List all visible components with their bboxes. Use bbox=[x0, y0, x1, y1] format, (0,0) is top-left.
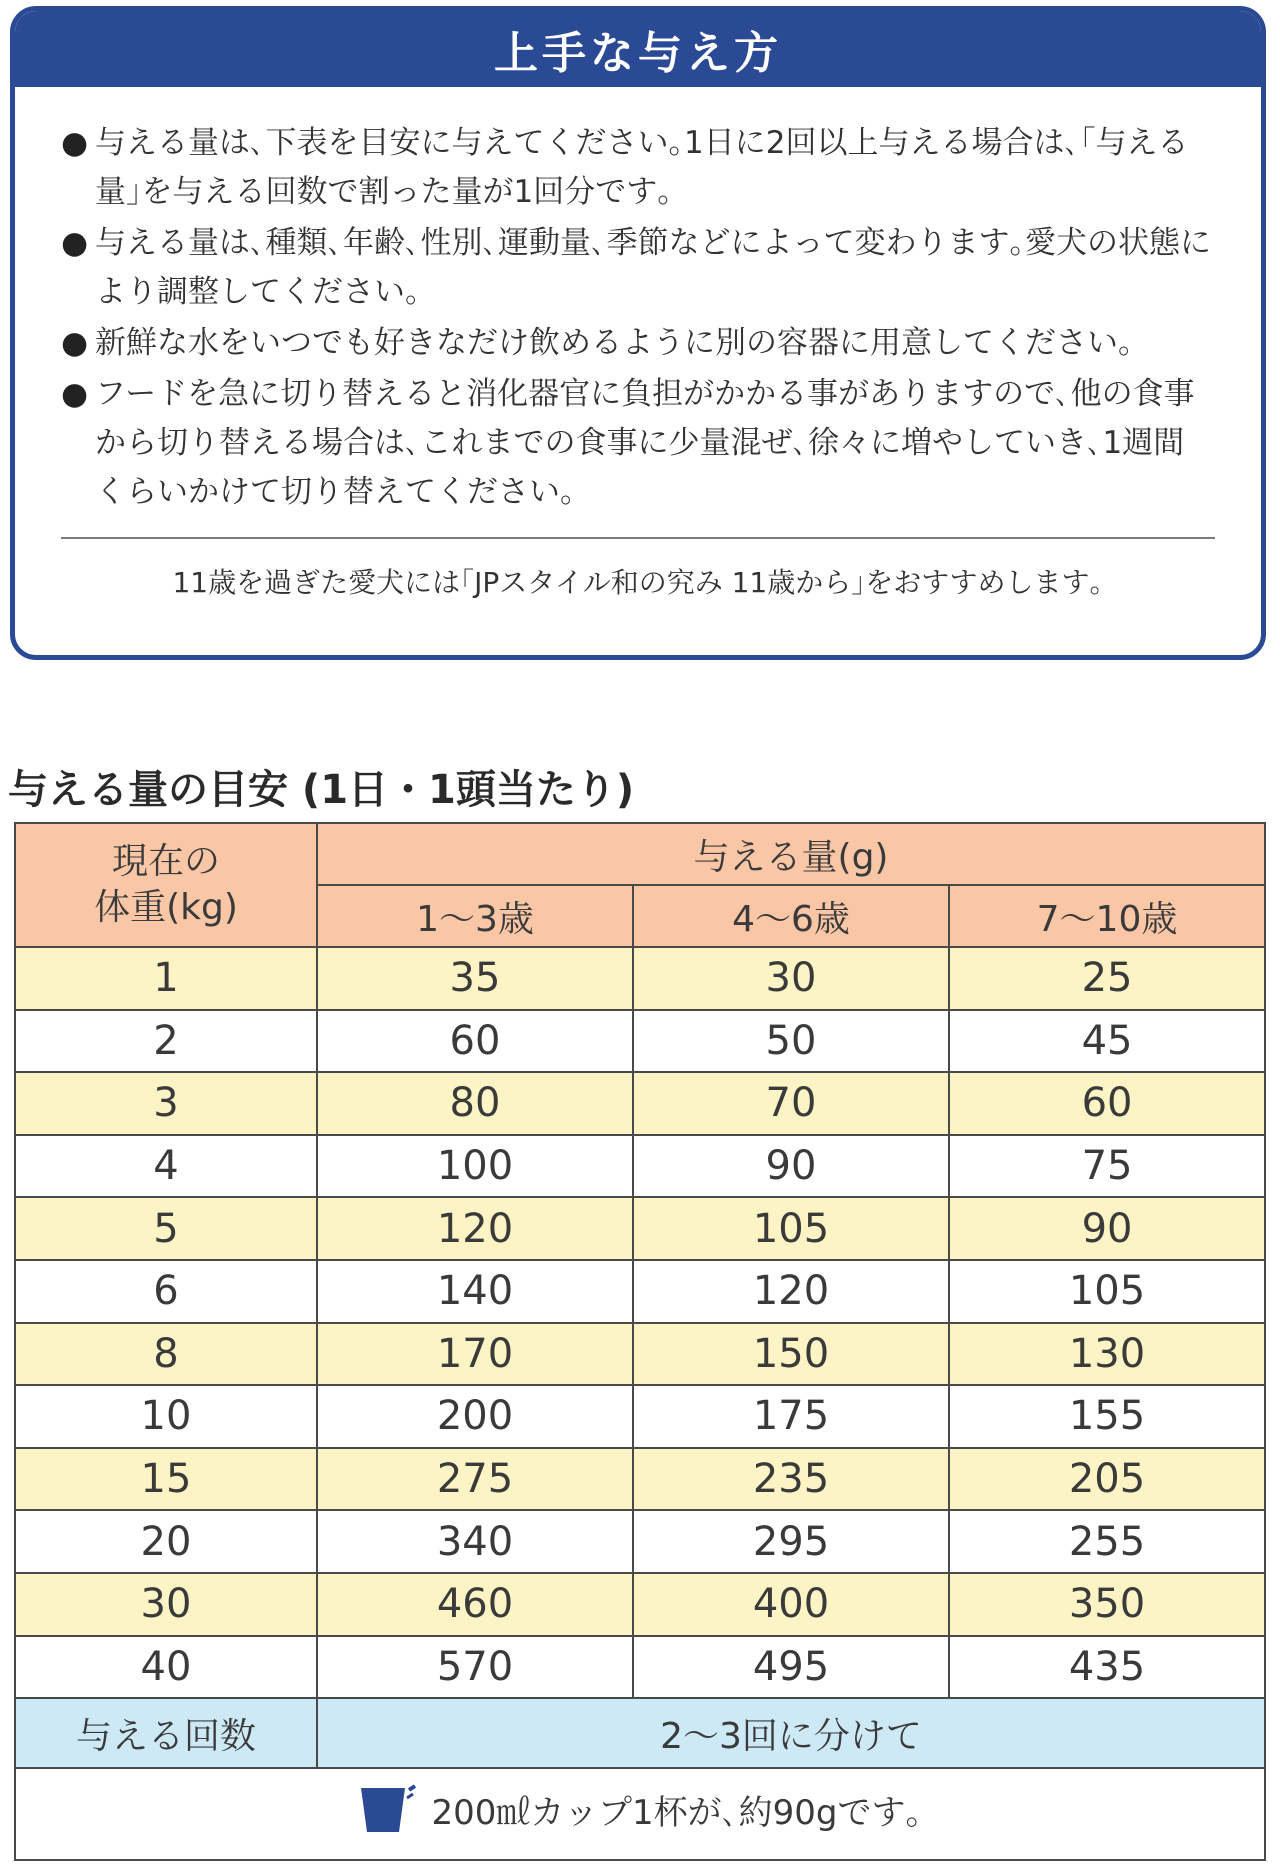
amount-7-10-cell: 435 bbox=[949, 1636, 1265, 1699]
bullet-icon: ● bbox=[61, 225, 89, 261]
table-row bbox=[15, 1197, 1265, 1260]
amount-1-3-cell: 460 bbox=[317, 1573, 633, 1636]
tip-item bbox=[61, 219, 1215, 317]
amount-7-10-cell: 350 bbox=[949, 1573, 1265, 1636]
amount-7-10-cell: 90 bbox=[949, 1197, 1265, 1260]
amount-7-10-cell: 130 bbox=[949, 1323, 1265, 1386]
table-row bbox=[15, 1135, 1265, 1198]
amount-1-3-cell: 200 bbox=[317, 1385, 633, 1448]
table-row bbox=[15, 1385, 1265, 1448]
weight-column-header bbox=[15, 823, 317, 947]
table-row bbox=[15, 1510, 1265, 1573]
table-row bbox=[15, 1323, 1265, 1386]
bullet-icon: ● bbox=[61, 125, 89, 161]
tip-item bbox=[61, 119, 1215, 217]
amount-7-10-cell: 205 bbox=[949, 1448, 1265, 1511]
senior-recommendation-note: 11歳を過ぎた愛犬には｢JPスタイル和の究み 11歳から｣をおすすめします｡ bbox=[172, 566, 1104, 599]
weight-cell: 5 bbox=[15, 1197, 317, 1260]
amount-7-10-cell: 45 bbox=[949, 1010, 1265, 1073]
weight-cell: 2 bbox=[15, 1010, 317, 1073]
amount-1-3-cell: 100 bbox=[317, 1135, 633, 1198]
amount-1-3-cell: 80 bbox=[317, 1072, 633, 1135]
amount-4-6-cell: 235 bbox=[633, 1448, 949, 1511]
amount-4-6-cell: 400 bbox=[633, 1573, 949, 1636]
weight-cell: 15 bbox=[15, 1448, 317, 1511]
amount-7-10-cell: 255 bbox=[949, 1510, 1265, 1573]
weight-cell: 30 bbox=[15, 1573, 317, 1636]
bullet-icon: ● bbox=[61, 376, 89, 412]
table-row bbox=[15, 1010, 1265, 1073]
weight-cell: 4 bbox=[15, 1135, 317, 1198]
weight-cell: 10 bbox=[15, 1385, 317, 1448]
cup-note bbox=[357, 1784, 922, 1836]
cup-note-row bbox=[15, 1768, 1265, 1860]
feeding-tips-title: 上手な与え方 bbox=[15, 11, 1261, 87]
frequency-label: 与える回数 bbox=[15, 1698, 317, 1768]
tip-text: 与える量は､下表を目安に与えてください｡1日に2回以上与える場合は､｢与える量｣を与える回数で割った量が1回分です｡ bbox=[95, 125, 1189, 210]
tip-text: フードを急に切り替えると消化器官に負担がかかる事がありますので､他の食事から切り替える場合は､これまでの食事に少量混ぜ､徐々に増やしていき､1週間くらいかけて切り替えてください｡ bbox=[95, 376, 1195, 510]
bullet-icon: ● bbox=[61, 325, 89, 361]
table-row bbox=[15, 1260, 1265, 1323]
amount-4-6-cell: 295 bbox=[633, 1510, 949, 1573]
tip-text: 与える量は､種類､年齢､性別､運動量､季節などによって変わります｡愛犬の状態により調整してください｡ bbox=[95, 225, 1211, 310]
age-header-7-10: 7〜10歳 bbox=[949, 885, 1265, 947]
measuring-cup-icon bbox=[357, 1784, 419, 1836]
weight-cell: 1 bbox=[15, 947, 317, 1010]
tip-item bbox=[61, 370, 1215, 517]
feeding-tips-box bbox=[10, 6, 1266, 660]
frequency-value: 2〜3回に分けて bbox=[317, 1698, 1265, 1768]
amount-1-3-cell: 140 bbox=[317, 1260, 633, 1323]
age-header-4-6: 4〜6歳 bbox=[633, 885, 949, 947]
amount-1-3-cell: 570 bbox=[317, 1636, 633, 1699]
tip-item bbox=[61, 319, 1215, 368]
amount-4-6-cell: 150 bbox=[633, 1323, 949, 1386]
amount-1-3-cell: 170 bbox=[317, 1323, 633, 1386]
feeding-table-title: 与える量の目安 (1日・1頭当たり) bbox=[8, 767, 635, 813]
amount-4-6-cell: 50 bbox=[633, 1010, 949, 1073]
amount-1-3-cell: 120 bbox=[317, 1197, 633, 1260]
weight-header-line1: 現在の bbox=[111, 841, 220, 882]
age-header-1-3: 1〜3歳 bbox=[317, 885, 633, 947]
weight-cell: 8 bbox=[15, 1323, 317, 1386]
weight-cell: 6 bbox=[15, 1260, 317, 1323]
amount-1-3-cell: 35 bbox=[317, 947, 633, 1010]
cup-note-text: 200㎖カップ1杯が､約90gです｡ bbox=[431, 1793, 923, 1834]
tip-text: 新鮮な水をいつでも好きなだけ飲めるように別の容器に用意してください｡ bbox=[95, 325, 1134, 361]
table-row bbox=[15, 1448, 1265, 1511]
amount-4-6-cell: 175 bbox=[633, 1385, 949, 1448]
table-row bbox=[15, 947, 1265, 1010]
table-row bbox=[15, 1573, 1265, 1636]
amount-7-10-cell: 75 bbox=[949, 1135, 1265, 1198]
table-row bbox=[15, 1072, 1265, 1135]
amount-column-header: 与える量(g) bbox=[317, 823, 1265, 885]
amount-1-3-cell: 275 bbox=[317, 1448, 633, 1511]
weight-cell: 3 bbox=[15, 1072, 317, 1135]
amount-7-10-cell: 60 bbox=[949, 1072, 1265, 1135]
frequency-row bbox=[15, 1698, 1265, 1768]
amount-4-6-cell: 105 bbox=[633, 1197, 949, 1260]
weight-header-line2: 体重(kg) bbox=[94, 887, 238, 928]
feeding-tips-body bbox=[15, 87, 1261, 601]
amount-1-3-cell: 60 bbox=[317, 1010, 633, 1073]
amount-4-6-cell: 90 bbox=[633, 1135, 949, 1198]
table-body bbox=[15, 947, 1265, 1698]
amount-4-6-cell: 120 bbox=[633, 1260, 949, 1323]
amount-4-6-cell: 70 bbox=[633, 1072, 949, 1135]
weight-cell: 40 bbox=[15, 1636, 317, 1699]
table-row bbox=[15, 1636, 1265, 1699]
feeding-amount-table bbox=[14, 822, 1266, 1861]
amount-4-6-cell: 495 bbox=[633, 1636, 949, 1699]
amount-1-3-cell: 340 bbox=[317, 1510, 633, 1573]
amount-7-10-cell: 155 bbox=[949, 1385, 1265, 1448]
amount-4-6-cell: 30 bbox=[633, 947, 949, 1010]
weight-cell: 20 bbox=[15, 1510, 317, 1573]
amount-7-10-cell: 105 bbox=[949, 1260, 1265, 1323]
amount-7-10-cell: 25 bbox=[949, 947, 1265, 1010]
